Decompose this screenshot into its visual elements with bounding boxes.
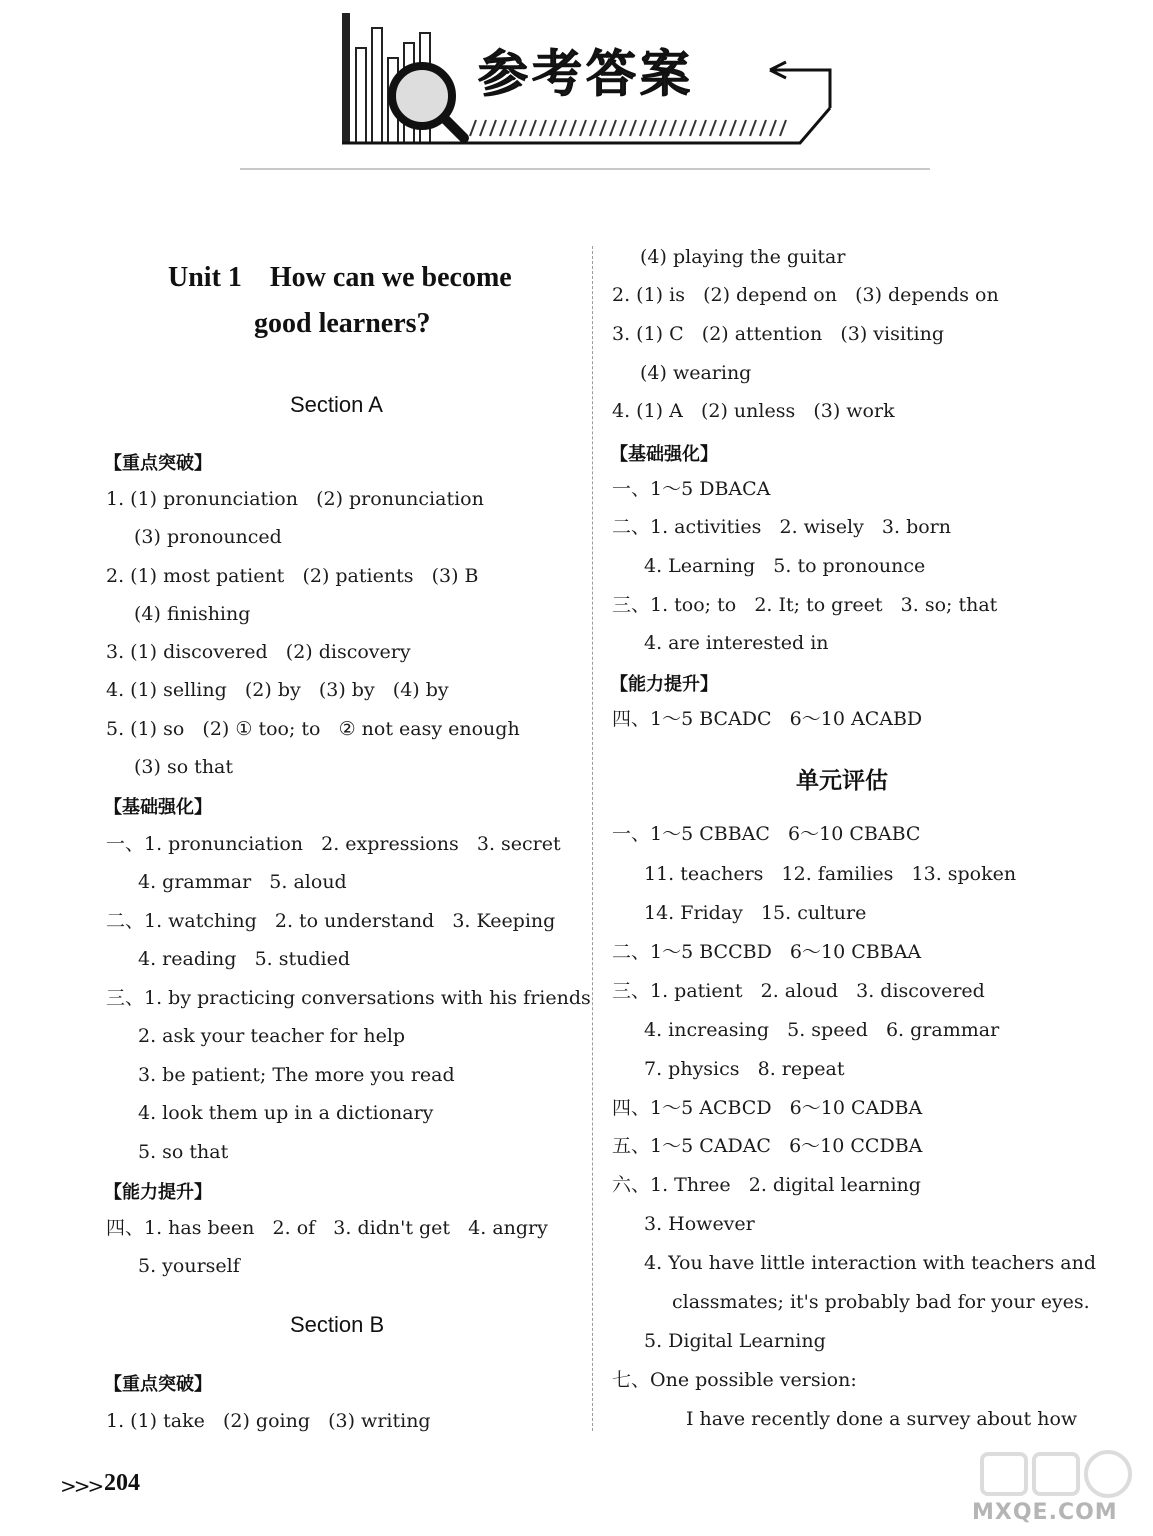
answer-line: 3. (1) discovered (2) discovery [106,641,411,663]
answer-line: 4. You have little interaction with teachers and [644,1252,1096,1274]
answer-line: (4) finishing [134,603,251,625]
page-number: 204 [104,1470,140,1496]
answer-line: 3. (1) C (2) attention (3) visiting [612,323,945,345]
answer-line: 1. (1) pronunciation (2) pronunciation [106,488,484,510]
answer-line: 一、1. pronunciation 2. expressions 3. secret [106,833,561,855]
answer-line: 4. (1) selling (2) by (3) by (4) by [106,679,449,701]
answer-line: 三、1. patient 2. aloud 3. discovered [612,980,985,1002]
answer-line: 五、1～5 CADAC 6～10 CCDBA [612,1135,923,1157]
answer-line: 4. (1) A (2) unless (3) work [612,400,895,422]
answer-line: 5. (1) so (2) ① too; to ② not easy enough [106,718,520,740]
answer-line: 2. ask your teacher for help [138,1025,406,1047]
answer-line: classmates; it's probably bad for your eyes. [672,1291,1090,1313]
heading-key-points-b: 【重点突破】 [104,1374,212,1395]
header-rule [240,168,930,170]
answer-line: 4. look them up in a dictionary [138,1102,434,1124]
answer-line: 三、1. by practicing conversations with his friends [106,987,591,1009]
answer-line: 14. Friday 15. culture [644,902,867,924]
answer-line: (3) pronounced [134,526,282,548]
answer-line: 1. (1) take (2) going (3) writing [106,1410,431,1432]
answer-line: 4. reading 5. studied [138,948,351,970]
heading-basic-a: 【基础强化】 [104,797,212,818]
answer-line: 5. Digital Learning [644,1330,826,1352]
answer-line: 4. grammar 5. aloud [138,871,347,893]
answer-line: 二、1. activities 2. wisely 3. born [612,516,952,538]
heading-ability-a: 【能力提升】 [104,1182,212,1203]
answer-line: 2. (1) most patient (2) patients (3) B [106,565,479,587]
answer-line: 4. are interested in [644,632,829,654]
section-b-title: Section B [290,1312,385,1337]
unit-assessment-title: 单元评估 [796,767,888,794]
answer-line: 一、1～5 CBBAC 6～10 CBABC [612,823,921,845]
unit-title-line1: Unit 1 How can we become [168,262,512,293]
column-divider [592,246,593,1431]
answer-line: (4) playing the guitar [640,246,846,268]
section-a-title: Section A [290,392,383,417]
unit-title-line2: good learners? [254,308,431,339]
answer-line: 四、1～5 BCADC 6～10 ACABD [612,708,923,730]
heading-basic-b: 【基础强化】 [610,444,718,465]
answer-line: 3. be patient; The more you read [138,1064,455,1086]
answer-line: 二、1～5 BCCBD 6～10 CBBAA [612,941,922,963]
answer-line: 5. yourself [138,1255,240,1277]
answer-line: 5. so that [138,1141,229,1163]
answer-line: 七、One possible version: [612,1369,857,1391]
answer-line: (3) so that [134,756,234,778]
answer-line: (4) wearing [640,362,752,384]
footer-chevrons: >>> [60,1474,102,1498]
answer-line: 2. (1) is (2) depend on (3) depends on [612,284,999,306]
answer-line: 三、1. too; to 2. It; to greet 3. so; that [612,594,998,616]
answer-line: 11. teachers 12. families 13. spoken [644,863,1017,885]
answer-line: I have recently done a survey about how [686,1408,1078,1430]
header-title: 参考答案 [478,45,694,103]
answer-line: 7. physics 8. repeat [644,1058,845,1080]
answer-line: 3. However [644,1213,755,1235]
answer-line: 二、1. watching 2. to understand 3. Keeping [106,910,556,932]
answer-line: 四、1. has been 2. of 3. didn't get 4. angry [106,1217,548,1239]
watermark-text: MXQE.COM [972,1500,1118,1525]
heading-ability-b: 【能力提升】 [610,674,718,695]
heading-key-points-a: 【重点突破】 [104,453,212,474]
answer-line: 六、1. Three 2. digital learning [612,1174,921,1196]
answer-line: 一、1～5 DBACA [612,478,771,500]
answer-line: 4. increasing 5. speed 6. grammar [644,1019,1000,1041]
answer-line: 四、1～5 ACBCD 6～10 CADBA [612,1097,923,1119]
answer-line: 4. Learning 5. to pronounce [644,555,926,577]
